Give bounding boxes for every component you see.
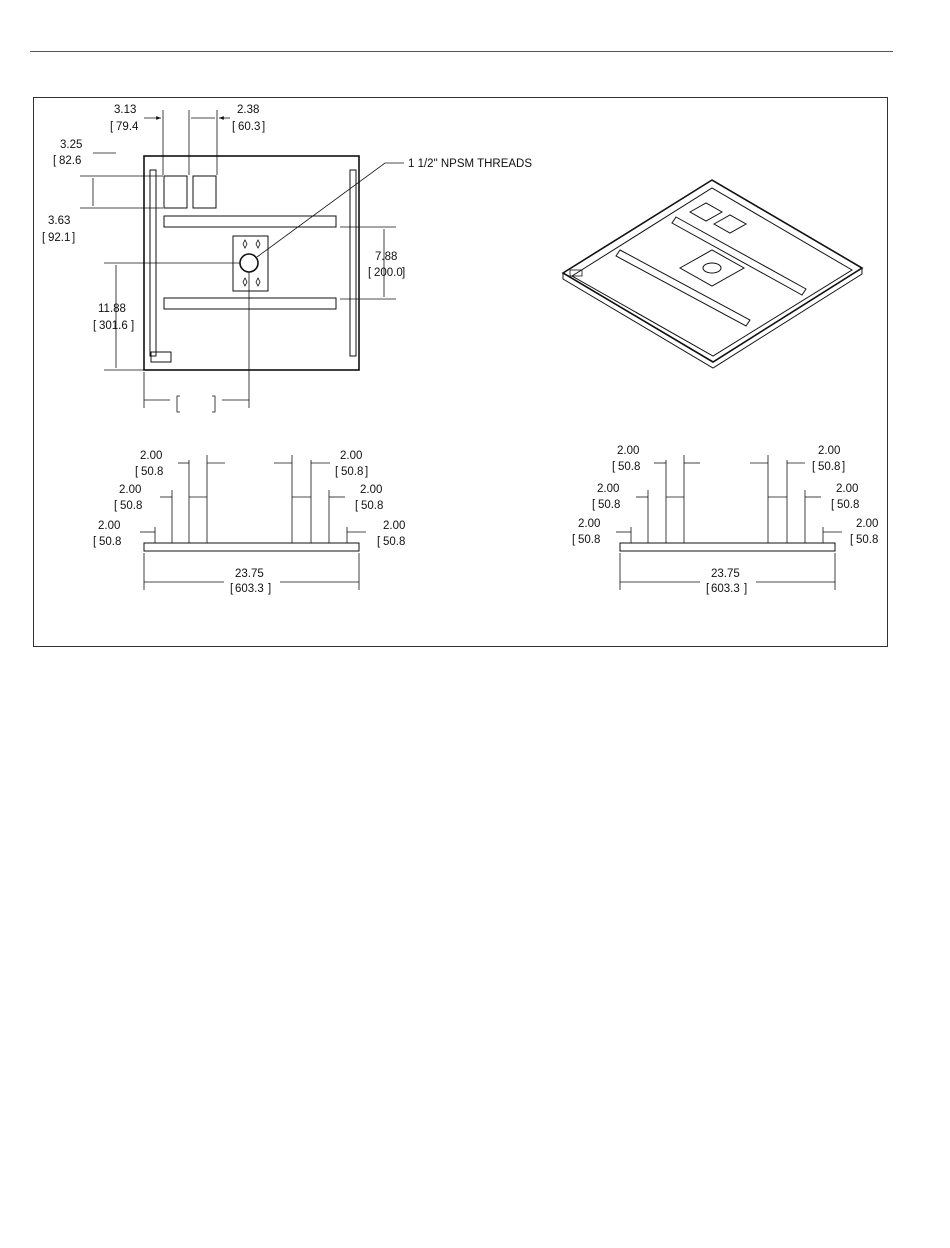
- bracket-l: [: [592, 499, 596, 511]
- dim-upper1-mm: 82.6: [59, 155, 82, 167]
- rail-right-top-left-in: 2.00: [617, 445, 640, 457]
- bracket-l: [: [114, 500, 118, 512]
- rail-right-top-right-in: 2.00: [818, 445, 841, 457]
- rail-right-mid-right-in: 2.00: [836, 483, 859, 495]
- rail-left-top-left-mm: 50.8: [141, 466, 164, 478]
- bracket-r: ]: [402, 267, 406, 279]
- bracket-r: ]: [131, 320, 135, 332]
- rail-left-overall-mm: 603.3: [235, 583, 264, 595]
- dim-upper2-mm: 92.1: [48, 232, 71, 244]
- bracket-l: [: [706, 583, 710, 595]
- rail-left-top-right-in: 2.00: [340, 450, 363, 462]
- bracket-r: ]: [365, 466, 369, 478]
- bracket-l: [: [368, 267, 372, 279]
- bracket-l: [: [612, 461, 616, 473]
- rail-left-low-right-in: 2.00: [383, 520, 406, 532]
- bracket-l: [: [232, 121, 236, 133]
- bracket-l: [: [53, 155, 57, 167]
- dim-width-right-in: 2.38: [237, 104, 260, 116]
- rail-left-overall-in: 23.75: [235, 568, 264, 580]
- rail-left-low-left-mm: 50.8: [99, 536, 122, 548]
- bracket-l: [: [831, 499, 835, 511]
- rail-right-mid-left-in: 2.00: [597, 483, 620, 495]
- bottom-center-dim: [144, 272, 249, 412]
- dim-upper2-in: 3.63: [48, 215, 71, 227]
- bracket-l: [: [135, 466, 139, 478]
- rail-right-top-left-mm: 50.8: [618, 461, 641, 473]
- dim-center-in: 11.88: [98, 303, 126, 315]
- bracket-l: [: [377, 536, 381, 548]
- rail-right-top-right-mm: 50.8: [818, 461, 841, 473]
- dim-width-right-mm: 60.3: [238, 121, 261, 133]
- rail-left-mid-right-in: 2.00: [360, 484, 383, 496]
- isometric-view: [563, 180, 862, 368]
- bracket-r: ]: [744, 583, 748, 595]
- dim-center-mm: 301.6: [99, 320, 128, 332]
- bracket-l: [: [335, 466, 339, 478]
- rail-left-mid-right-mm: 50.8: [361, 500, 384, 512]
- bracket-l: [: [355, 500, 359, 512]
- rail-left-mid-left-mm: 50.8: [120, 500, 143, 512]
- dim-upper1-in: 3.25: [60, 139, 83, 151]
- bracket-l: [: [812, 461, 816, 473]
- rail-left-top-left-in: 2.00: [140, 450, 163, 462]
- rail-right-mid-left-mm: 50.8: [598, 499, 621, 511]
- bracket-l: [: [93, 536, 97, 548]
- rail-right-low-right-mm: 50.8: [856, 534, 879, 546]
- bracket-r: ]: [262, 121, 266, 133]
- rail-left-top-right-mm: 50.8: [341, 466, 364, 478]
- dim-rail-mm: 200.0: [374, 267, 403, 279]
- top-width-dims: [144, 110, 230, 175]
- bracket-r: ]: [842, 461, 846, 473]
- rail-left-low-right-mm: 50.8: [383, 536, 406, 548]
- rail-left-mid-left-in: 2.00: [119, 484, 142, 496]
- rail-right-overall-in: 23.75: [711, 568, 740, 580]
- dim-width-left-mm: 79.4: [116, 121, 139, 133]
- rail-right-overall-mm: 603.3: [711, 583, 740, 595]
- bracket-l: [: [850, 534, 854, 546]
- rail-left-low-left-in: 2.00: [98, 520, 121, 532]
- dim-rail-in: 7.88: [375, 251, 398, 263]
- rail-right-mid-right-mm: 50.8: [837, 499, 860, 511]
- bracket-l: [: [42, 232, 46, 244]
- bracket-l: [: [110, 121, 114, 133]
- dim-width-left-in: 3.13: [114, 104, 137, 116]
- rail-right-low-left-mm: 50.8: [578, 534, 601, 546]
- bracket-r: ]: [268, 583, 272, 595]
- bracket-r: ]: [72, 232, 76, 244]
- bracket-l: [: [230, 583, 234, 595]
- rail-right-low-left-in: 2.00: [578, 518, 601, 530]
- rail-right-low-right-in: 2.00: [856, 518, 879, 530]
- bracket-l: [: [572, 534, 576, 546]
- rail-spacing-dim: [340, 227, 396, 299]
- bracket-l: [: [93, 320, 97, 332]
- threads-callout: 1 1/2" NPSM THREADS: [408, 158, 533, 170]
